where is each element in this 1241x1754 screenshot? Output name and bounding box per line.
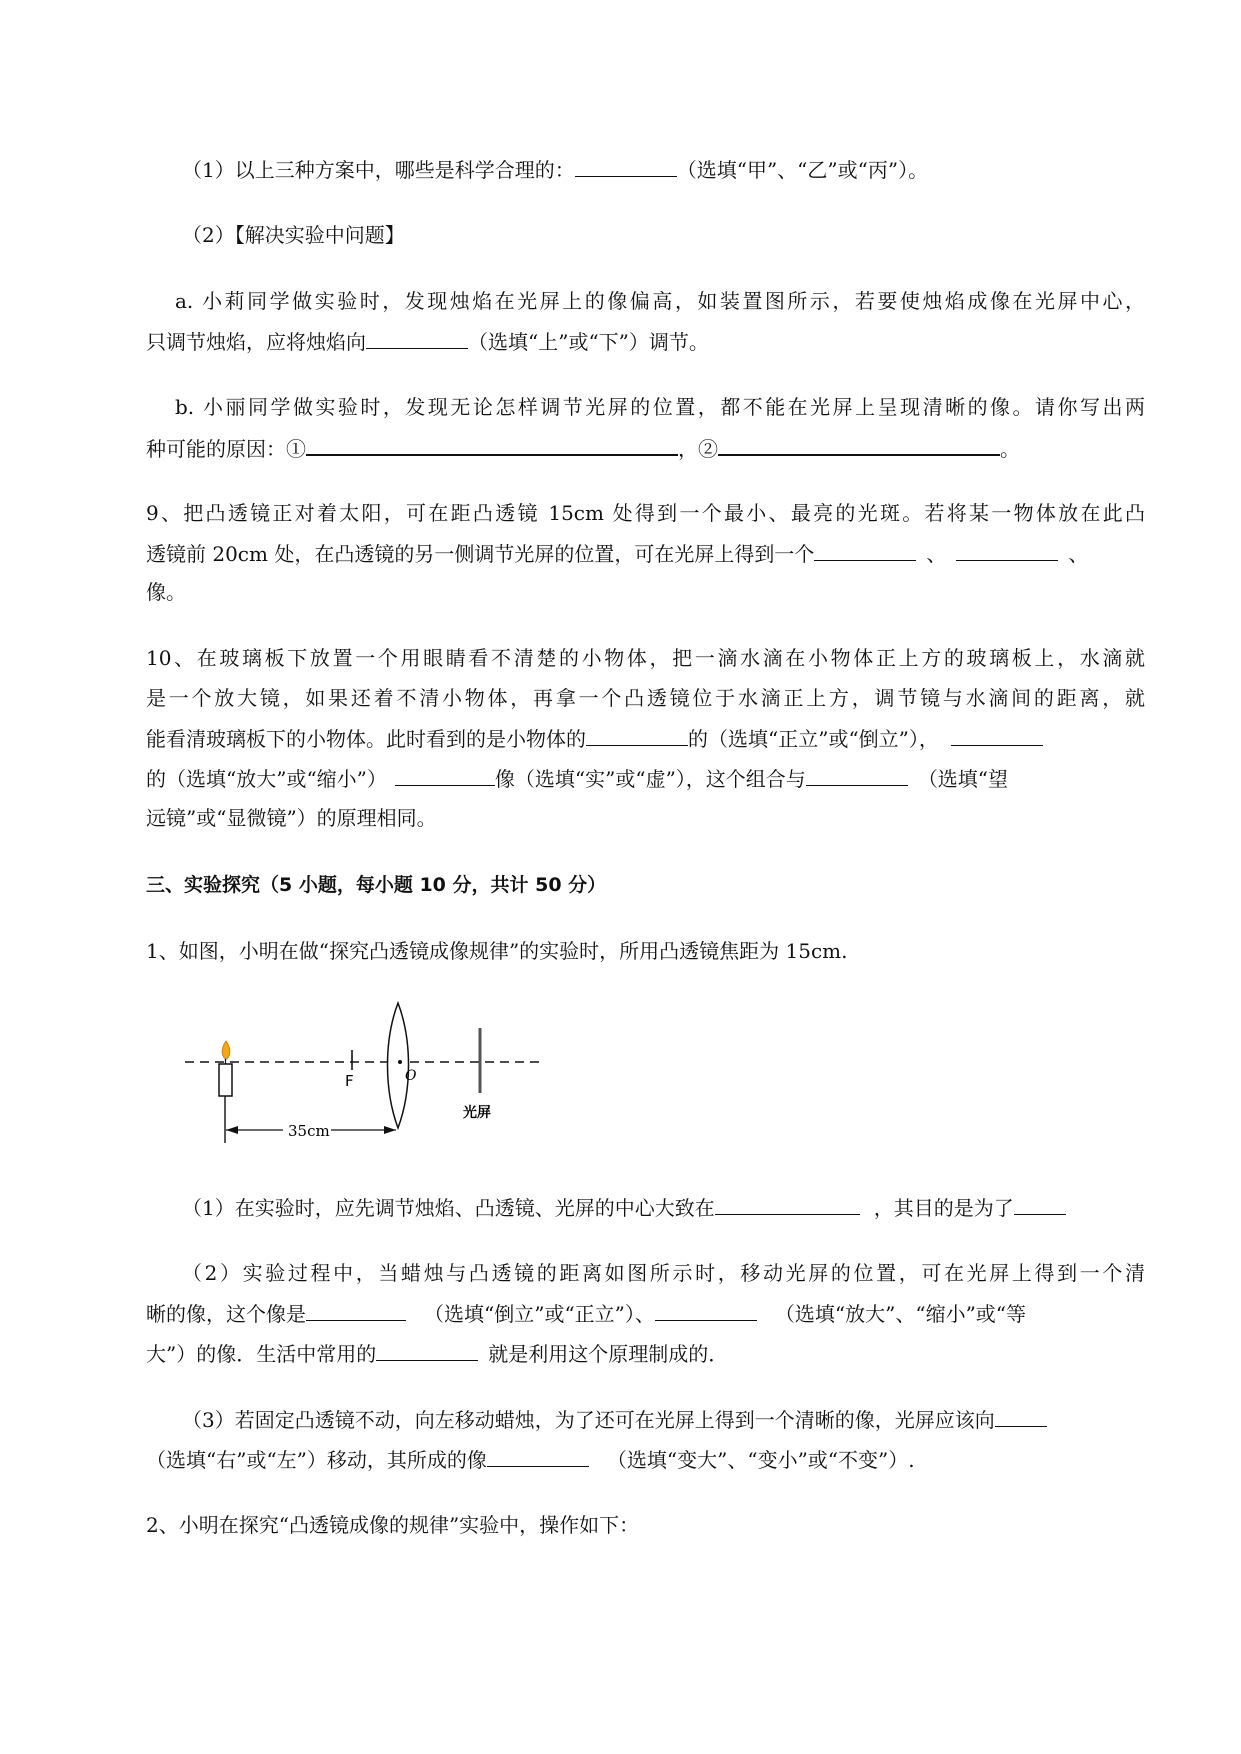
question-10-line5: 远镜”或“显微镜”）的原理相同。 xyxy=(146,806,437,830)
answer-blank[interactable] xyxy=(995,1405,1047,1427)
experiment-1-q3-line2 xyxy=(146,1445,915,1474)
question-text: （选填“望 xyxy=(917,767,1009,791)
question-10-line3 xyxy=(146,724,1043,753)
question-text: （1）在实验时，应先调节烛焰、凸透镜、光屏的中心大致在 xyxy=(182,1196,715,1220)
question-prev-2a-line2 xyxy=(146,327,709,356)
optics-bench-diagram xyxy=(180,995,560,1145)
focal-point-label: F xyxy=(345,1072,354,1090)
question-text: （选填“甲”、“乙”或“丙”）。 xyxy=(676,158,929,182)
experiment-1-q1 xyxy=(182,1193,1066,1222)
question-prev-2b-line1: b. 小丽同学做实验时，发现无论怎样调节光屏的位置，都不能在光屏上呈现清晰的像。请你写出两 xyxy=(175,395,1145,419)
question-text: 种可能的原因：① xyxy=(146,437,306,461)
question-text: 只调节烛焰，应将烛焰向 xyxy=(146,330,366,354)
question-text: （选填“变大”、“变小”或“不变”）. xyxy=(606,1448,915,1472)
answer-blank[interactable] xyxy=(956,539,1058,561)
section-3-title: 三、实验探究（5 小题，每小题 10 分，共计 50 分） xyxy=(146,874,607,896)
question-9-line2 xyxy=(146,539,1088,568)
question-prev-2a-line1: a. 小莉同学做实验时，发现烛焰在光屏上的像偏高，如装置图所示，若要使烛焰成像在光屏中心， xyxy=(175,289,1145,313)
question-10-line2: 是一个放大镜，如果还着不清小物体，再拿一个凸透镜位于水滴正上方，调节镜与水滴间的距离，就 xyxy=(146,686,1145,710)
question-9-line3: 像。 xyxy=(146,580,186,604)
answer-blank[interactable] xyxy=(655,1299,757,1321)
question-prev-1 xyxy=(182,155,928,184)
answer-blank[interactable] xyxy=(951,724,1043,746)
question-text: （选填“倒立”或“正立”）、 xyxy=(424,1302,655,1326)
question-9-line1: 9、把凸透镜正对着太阳，可在距凸透镜 15cm 处得到一个最小、最亮的光斑。若将某一物体放在此凸 xyxy=(146,501,1145,525)
light-screen-label: 光屏 xyxy=(463,1105,491,1121)
experiment-1-q2-line2 xyxy=(146,1299,1026,1328)
experiment-1-intro: 1、如图，小明在做“探究凸透镜成像规律”的实验时，所用凸透镜焦距为 15cm. xyxy=(146,939,848,963)
question-text: （选填“右”或“左”）移动，其所成的像 xyxy=(146,1448,487,1472)
question-text: 的（选填“放大”或“缩小”） xyxy=(146,767,387,791)
answer-blank[interactable] xyxy=(586,724,688,746)
question-text: （选填“放大”、“缩小”或“等 xyxy=(774,1302,1027,1326)
question-text: 就是利用这个原理制成的． xyxy=(488,1342,729,1366)
answer-blank[interactable] xyxy=(814,539,916,561)
question-text: （1）以上三种方案中，哪些是科学合理的： xyxy=(182,158,575,182)
distance-label: 35cm xyxy=(288,1122,330,1140)
lens-center-dot xyxy=(398,1060,402,1064)
answer-blank[interactable] xyxy=(376,1339,478,1361)
question-text: 透镜前 20cm 处，在凸透镜的另一侧调节光屏的位置，可在光屏上得到一个 xyxy=(146,542,815,566)
answer-blank[interactable] xyxy=(1014,1193,1066,1215)
answer-blank[interactable] xyxy=(718,433,1000,456)
question-text: ，② xyxy=(678,437,718,461)
question-text: 像（选填“实”或“虚”），这个组合与 xyxy=(494,767,806,791)
question-text: 、 xyxy=(1068,542,1089,566)
question-text: 。 xyxy=(1000,437,1020,461)
experiment-1-q2-line3 xyxy=(146,1339,728,1368)
lens-center-label: O xyxy=(405,1068,417,1084)
arrowhead-right-icon xyxy=(384,1126,396,1134)
question-10-line1: 10、在玻璃板下放置一个用眼睛看不清楚的小物体，把一滴水滴在小物体正上方的玻璃板上，水滴就 xyxy=(146,646,1145,670)
answer-blank[interactable] xyxy=(487,1445,589,1467)
answer-blank[interactable] xyxy=(306,433,678,456)
answer-blank[interactable] xyxy=(575,155,677,177)
question-text: （3）若固定凸透镜不动，向左移动蜡烛，为了还可在光屏上得到一个清晰的像，光屏应该向 xyxy=(182,1408,995,1432)
experiment-2-intro: 2、小明在探究“凸透镜成像的规律”实验中，操作如下： xyxy=(146,1513,640,1537)
experiment-1-q2-line1: （2）实验过程中，当蜡烛与凸透镜的距离如图所示时，移动光屏的位置，可在光屏上得到一个清 xyxy=(182,1261,1145,1285)
candle-icon xyxy=(219,1041,232,1096)
question-text: 能看清玻璃板下的小物体。此时看到的是小物体的 xyxy=(146,727,586,751)
answer-blank[interactable] xyxy=(366,327,468,349)
question-10-line4 xyxy=(146,764,1008,793)
answer-blank[interactable] xyxy=(806,764,908,786)
question-text: （选填“上”或“下”）调节。 xyxy=(468,330,709,354)
question-text: ，其目的是为了 xyxy=(873,1196,1014,1220)
convex-lens-icon xyxy=(388,1003,409,1128)
question-prev-2b-line2 xyxy=(146,433,1020,463)
question-prev-2-title: （2）【解决实验中问题】 xyxy=(182,223,405,247)
question-text: 的（选填“正立”或“倒立”）， xyxy=(688,727,939,751)
answer-blank[interactable] xyxy=(715,1193,860,1215)
experiment-1-q3-line1 xyxy=(182,1405,1047,1434)
answer-blank[interactable] xyxy=(306,1299,406,1321)
question-text: 大”）的像．生活中常用的 xyxy=(146,1342,377,1366)
arrowhead-left-icon xyxy=(226,1126,238,1134)
answer-blank[interactable] xyxy=(395,764,495,786)
question-text: 、 xyxy=(926,542,947,566)
question-text: 晰的像，这个像是 xyxy=(146,1302,306,1326)
